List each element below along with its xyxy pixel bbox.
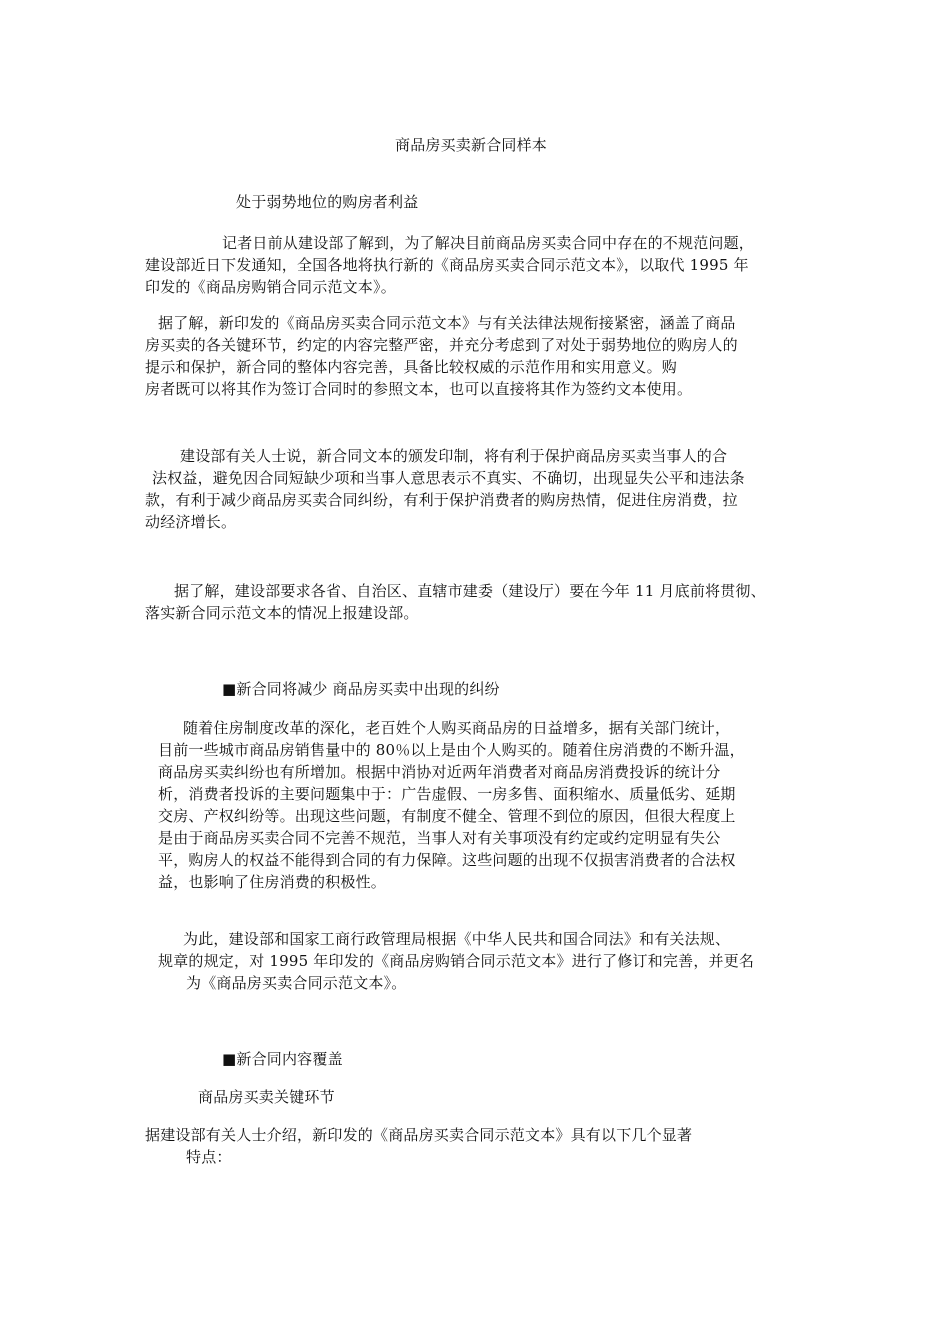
paragraph-line: 印发的《商品房购销合同示范文本》。 bbox=[145, 278, 396, 296]
section-heading: ■新合同将减少 商品房买卖中出现的纠纷 bbox=[222, 680, 500, 698]
paragraph-line: 目前一些城市商品房销售量中的 80％以上是由个人购买的。随着住房消费的不断升温， bbox=[158, 741, 745, 759]
paragraph-line: 动经济增长。 bbox=[145, 513, 237, 531]
paragraph-line: 据了解，新印发的《商品房买卖合同示范文本》与有关法律法规衔接紧密，涵盖了商品 bbox=[158, 314, 736, 332]
paragraph-line: 特点： bbox=[186, 1148, 232, 1166]
paragraph-line: 建设部有关人士说，新合同文本的颁发印制，将有利于保护商品房买卖当事人的合 bbox=[180, 447, 728, 465]
paragraph-line: 为《商品房买卖合同示范文本》。 bbox=[186, 974, 407, 992]
paragraph-line: 房买卖的各关键环节，约定的内容完整严密，并充分考虑到了对处于弱势地位的购房人的 bbox=[145, 336, 738, 354]
paragraph-line: 建设部近日下发通知，全国各地将执行新的《商品房买卖合同示范文本》，以取代 1995 年 bbox=[145, 256, 749, 274]
document-subtitle: 处于弱势地位的购房者利益 bbox=[236, 193, 419, 211]
paragraph-line: 规章的规定，对 1995 年印发的《商品房购销合同示范文本》进行了修订和完善，并更名 bbox=[158, 952, 755, 970]
paragraph-line: 据了解，建设部要求各省、自治区、直辖市建委（建设厅）要在今年 11 月底前将贯彻、 bbox=[174, 582, 766, 600]
section-heading: ■新合同内容覆盖 bbox=[222, 1050, 343, 1068]
paragraph-line: 是由于商品房买卖合同不完善不规范，当事人对有关事项没有约定或约定明显有失公 bbox=[158, 829, 721, 847]
paragraph-line: 平，购房人的权益不能得到合同的有力保障。这些问题的出现不仅损害消费者的合法权 bbox=[158, 851, 736, 869]
paragraph-line: 款，有利于减少商品房买卖合同纠纷，有利于保护消费者的购房热情，促进住房消费，拉 bbox=[145, 491, 738, 509]
section-subheading: 商品房买卖关键环节 bbox=[198, 1088, 335, 1106]
paragraph-line: 随着住房制度改革的深化，老百姓个人购买商品房的日益增多，据有关部门统计， bbox=[183, 719, 731, 737]
paragraph-line: 提示和保护，新合同的整体内容完善，具备比较权威的示范作用和实用意义。购 bbox=[145, 358, 678, 376]
paragraph-line: 交房、产权纠纷等。出现这些问题，有制度不健全、管理不到位的原因，但很大程度上 bbox=[158, 807, 736, 825]
paragraph-line: 记者日前从建设部了解到，为了解决目前商品房买卖合同中存在的不规范问题， bbox=[222, 234, 755, 252]
paragraph-line: 法权益，避免因合同短缺少项和当事人意思表示不真实、不确切，出现显失公平和违法条 bbox=[152, 469, 745, 487]
paragraph-line: 益，也影响了住房消费的积极性。 bbox=[158, 873, 387, 891]
document-title: 商品房买卖新合同样本 bbox=[395, 136, 548, 154]
paragraph-line: 落实新合同示范文本的情况上报建设部。 bbox=[145, 604, 419, 622]
paragraph-line: 析，消费者投诉的主要问题集中于：广告虚假、一房多售、面积缩水、质量低劣、延期 bbox=[158, 785, 736, 803]
paragraph-line: 据建设部有关人士介绍，新印发的《商品房买卖合同示范文本》具有以下几个显著 bbox=[145, 1126, 693, 1144]
paragraph-line: 房者既可以将其作为签订合同时的参照文本，也可以直接将其作为签约文本使用。 bbox=[145, 380, 693, 398]
paragraph-line: 为此，建设部和国家工商行政管理局根据《中华人民共和国合同法》和有关法规、 bbox=[183, 930, 731, 948]
paragraph-line: 商品房买卖纠纷也有所增加。根据中消协对近两年消费者对商品房消费投诉的统计分 bbox=[158, 763, 721, 781]
